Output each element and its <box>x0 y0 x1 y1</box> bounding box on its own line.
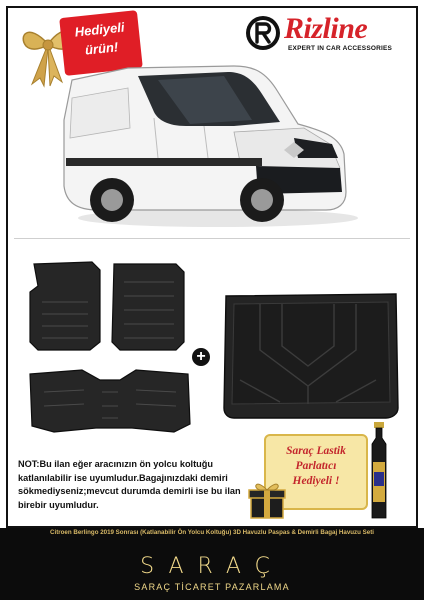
section-divider <box>14 238 410 239</box>
rizline-logo-icon <box>244 14 282 52</box>
promo-line1: Saraç Lastik <box>286 445 346 457</box>
trunk-tray-image <box>220 290 402 420</box>
brand-name: Rizline <box>284 12 368 45</box>
promo-line2: Parlatıcı <box>295 460 337 472</box>
footer-brand: SARAÇ <box>140 554 284 579</box>
promo-line3: Hediyeli ! <box>292 475 340 487</box>
brand-tagline: EXPERT IN CAR ACCESSORIES <box>288 45 393 52</box>
footer-product-line: Citroen Berlingo 2019 Sonrası (Katlanabilir Ön Yolcu Koltuğu) 3D Havuzlu Paspas & Demirli Bagaj Havuzu Seti <box>50 529 374 536</box>
brand-logo-block <box>244 14 406 52</box>
gift-banner-line2: ürün! <box>84 39 119 58</box>
van-image <box>58 58 358 230</box>
footer-band <box>0 528 424 600</box>
tire-shine-bottle-icon <box>368 422 390 522</box>
gift-banner-line1: Hediyeli <box>74 19 126 40</box>
gift-box-icon <box>248 478 286 520</box>
floor-mats-image <box>24 256 192 440</box>
plus-icon: + <box>192 348 210 366</box>
compatibility-note <box>18 458 250 512</box>
footer-subtitle: SARAÇ TİCARET PAZARLAMA <box>134 582 290 592</box>
note-prefix: NOT: <box>18 459 40 469</box>
note-text: Bu ilan eğer aracınızın ön yolcu koltuğu katlanılabilir ise uyumludur.Bagajınızdaki demiri sökmediyseniz;mevcut durumda demirli ise bu ilan birebir uyumludur. <box>18 459 241 510</box>
